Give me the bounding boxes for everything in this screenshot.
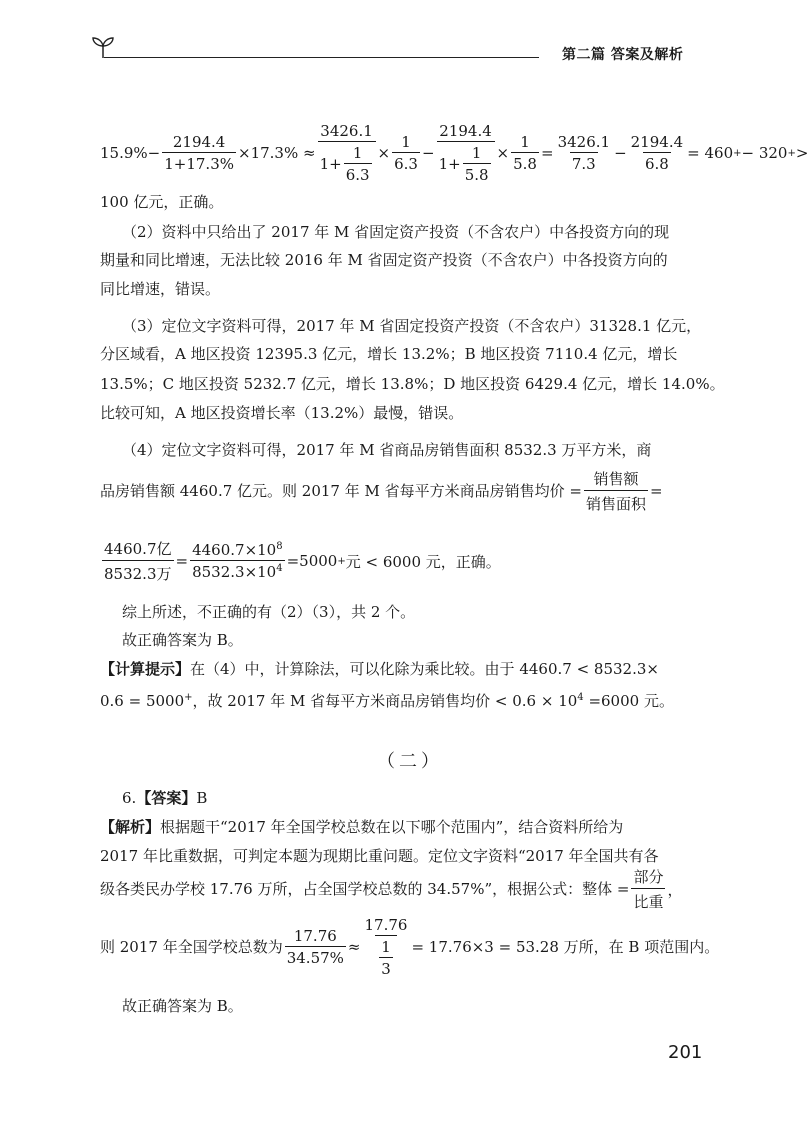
- eq1-text: −: [614, 144, 627, 162]
- para3-line: 分区域看，A 地区投资 12395.3 亿元，增长 13.2%；B 地区投资 7110.4 亿元，增长: [100, 345, 678, 363]
- numerator: 1: [352, 144, 363, 162]
- numerator: 2194.4: [630, 133, 684, 151]
- eq1-text: >: [795, 144, 808, 162]
- denominator: 3: [379, 957, 393, 978]
- numerator: 2194.4: [172, 133, 226, 151]
- eq1-text: = 460: [687, 144, 734, 162]
- tip-line2: [100, 688, 674, 711]
- denominator: 1+17.3%: [162, 152, 236, 173]
- q6-answer-line: [122, 788, 207, 808]
- numerator: 17.76: [364, 916, 408, 934]
- superscript: +: [337, 555, 346, 567]
- tip-text: 在（4）中，计算除法，可以化除为乘比较。由于 4460.7 < 8532.3×: [190, 660, 659, 678]
- fraction: [285, 927, 346, 967]
- numerator: [190, 541, 285, 560]
- eq2-text: =5000: [286, 552, 338, 570]
- equation-1: [100, 122, 808, 184]
- denominator-text: 1+: [438, 155, 461, 173]
- analysis-text: = 17.76×3 = 53.28 万所，在 B 项范围内。: [411, 938, 720, 956]
- fraction: [102, 538, 174, 584]
- tip-text: =6000 元。: [583, 692, 674, 710]
- fraction: [392, 133, 420, 173]
- fraction: [162, 133, 236, 173]
- superscript: 4: [577, 692, 584, 703]
- answer-line: 故正确答案为 B。: [122, 631, 243, 649]
- q6-number: 6.: [122, 789, 137, 807]
- numerator: 17.76: [293, 927, 337, 945]
- denominator: 8532.3万: [102, 560, 174, 584]
- numerator: 4460.7亿: [104, 540, 172, 558]
- superscript: +: [733, 147, 742, 159]
- fraction: [463, 144, 491, 184]
- fraction: [363, 916, 410, 978]
- para3-line: 比较可知，A 地区投资增长率（13.2%）最慢，错误。: [100, 404, 464, 422]
- analysis-text: ，: [667, 880, 683, 899]
- para4-text: 品房销售额 4460.7 亿元。则 2017 年 M 省每平方米商品房销售均价 =: [100, 482, 582, 500]
- tip-text: ，故 2017 年 M 省每平方米商品房销售均价 < 0.6 × 10: [192, 692, 578, 710]
- para4-line: （4）定位文字资料可得，2017 年 M 省商品房销售面积 8532.3 万平方米，商: [122, 441, 652, 459]
- fraction: [629, 133, 686, 173]
- q6-analysis-line4: [100, 916, 719, 978]
- eq1-text: −: [421, 144, 435, 162]
- para3-line: 13.5%；C 地区投资 5232.7 亿元，增长 13.8%；D 地区投资 6429.4 亿元，增长 14.0%。: [100, 375, 725, 393]
- fraction: [344, 144, 372, 184]
- denominator: [437, 141, 495, 184]
- para4-line2: [100, 468, 663, 514]
- para4-text: =: [649, 482, 663, 500]
- fraction: [584, 468, 648, 514]
- tip-text: 0.6 = 5000: [100, 692, 185, 710]
- eq1-text: =: [540, 144, 554, 162]
- eq2-text: =: [175, 552, 189, 570]
- denominator: 7.3: [570, 152, 598, 173]
- summary-line: 综上所述，不正确的有（2）（3），共 2 个。: [122, 603, 416, 621]
- eq2-text: 元 < 6000 元，正确。: [345, 552, 501, 571]
- denominator: 比重: [631, 888, 665, 912]
- q6-analysis-line1: [100, 817, 623, 837]
- fraction: [511, 133, 539, 173]
- tip-line1: [100, 659, 659, 679]
- denominator: 34.57%: [285, 946, 346, 967]
- fraction: [631, 866, 665, 912]
- numerator: 1: [520, 133, 530, 151]
- superscript: +: [787, 147, 796, 159]
- denominator-text: 1+: [319, 155, 342, 173]
- numerator: 部分: [633, 868, 664, 886]
- analysis-text: ≈: [347, 938, 361, 956]
- denominator: [375, 935, 397, 978]
- numerator-text: 4460.7×10: [192, 541, 277, 559]
- analysis-label: 【解析】: [100, 818, 161, 836]
- analysis-text: 根据题干“2017 年全国学校总数在以下哪个范围内”，结合资料所给为: [160, 818, 624, 836]
- analysis-text: 级各类民办学校 17.76 万所，占全国学校总数的 34.57%”，根据公式：整体 =: [100, 880, 630, 898]
- q6-final-answer: 故正确答案为 B。: [122, 997, 243, 1015]
- denominator: 5.8: [511, 152, 539, 173]
- numerator: 1: [401, 133, 411, 151]
- fraction: [379, 938, 393, 978]
- equation-2: [100, 538, 501, 584]
- fraction: [437, 122, 495, 184]
- numerator: 2194.4: [439, 122, 492, 140]
- section-title: （二）: [377, 751, 443, 772]
- page-number: 201: [668, 1042, 703, 1063]
- para3-line: （3）定位文字资料可得，2017 年 M 省固定投资产投资（不含农户）31328.1 亿元，: [122, 317, 702, 335]
- analysis-text: 则 2017 年全国学校总数为: [100, 938, 283, 956]
- numerator: 3426.1: [557, 133, 611, 151]
- fraction: [318, 122, 376, 184]
- para2-line: 同比增速，错误。: [100, 280, 221, 298]
- eq1-text: − 320: [741, 144, 788, 162]
- q6-analysis-line2: 2017 年比重数据，可判定本题为现期比重问题。定位文字资料“2017 年全国共有各: [100, 847, 659, 865]
- eq1-text: 15.9%−: [100, 144, 161, 162]
- fraction: [190, 541, 285, 581]
- numerator: 1: [471, 144, 482, 162]
- denominator: 6.8: [643, 152, 671, 173]
- numerator: 销售额: [593, 470, 639, 488]
- superscript: +: [184, 692, 193, 703]
- answer-value: B: [196, 789, 208, 807]
- denominator: 6.3: [392, 152, 420, 173]
- denominator-text: 8532.3×10: [192, 563, 277, 581]
- denominator: 销售面积: [584, 490, 648, 514]
- tip-label: 【计算提示】: [100, 660, 191, 678]
- fraction: [556, 133, 613, 173]
- denominator: [318, 141, 376, 184]
- line-100-correct: 100 亿元，正确。: [100, 193, 224, 211]
- eq1-text: ×: [377, 144, 391, 162]
- eq1-text: ×: [496, 144, 510, 162]
- para2-line: 期量和同比增速，无法比较 2016 年 M 省固定资产投资（不含农户）中各投资方向的: [100, 251, 668, 269]
- q6-analysis-line3: [100, 866, 682, 912]
- denominator: 5.8: [463, 163, 491, 184]
- para2-line: （2）资料中只给出了 2017 年 M 省固定资产投资（不含农户）中各投资方向的现: [122, 223, 670, 241]
- answer-label: 【答案】: [136, 789, 197, 807]
- header-rule: [104, 57, 539, 58]
- eq1-text: ×17.3% ≈: [238, 144, 316, 162]
- header-title: 第二篇 答案及解析: [562, 47, 684, 63]
- denominator: [190, 560, 285, 581]
- denominator: 6.3: [344, 163, 372, 184]
- numerator: 1: [381, 938, 391, 956]
- numerator: 3426.1: [320, 122, 373, 140]
- superscript: 4: [276, 563, 283, 574]
- superscript: 8: [276, 541, 283, 552]
